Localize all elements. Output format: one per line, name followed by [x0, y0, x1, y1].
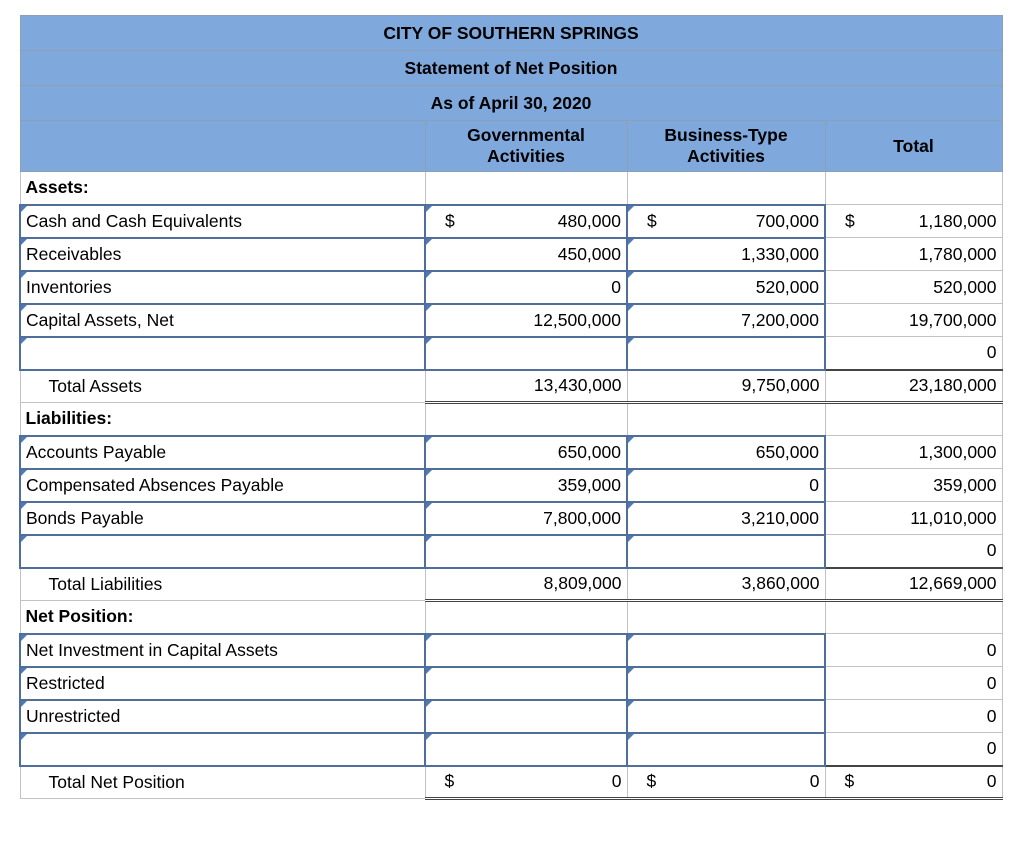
- assets-label-input[interactable]: Capital Assets, Net: [20, 304, 425, 337]
- bus-value-input[interactable]: 7,200,000: [627, 304, 825, 337]
- total-value: 11,010,000: [825, 502, 1002, 535]
- bus-value-input[interactable]: $ 700,000: [627, 205, 825, 238]
- gov-value-input[interactable]: [425, 535, 627, 568]
- dollar-sign: $: [646, 771, 657, 792]
- gov-value-input[interactable]: [425, 667, 627, 700]
- bus-value-input[interactable]: [627, 733, 825, 766]
- total-assets-gov: 13,430,000: [425, 370, 627, 403]
- table-row: [20, 502, 1002, 535]
- bus-value-input[interactable]: 650,000: [627, 436, 825, 469]
- bus-value-input[interactable]: [627, 634, 825, 667]
- total-value: 1,300,000: [825, 436, 1002, 469]
- bus-value-input[interactable]: 520,000: [627, 271, 825, 304]
- total-row: [20, 766, 1002, 799]
- table-row: [20, 667, 1002, 700]
- table-row: [20, 271, 1002, 304]
- liabilities-label-input[interactable]: Compensated Absences Payable: [20, 469, 425, 502]
- total-assets-label: Total Assets: [20, 370, 425, 403]
- total-net-position-bus: $ 0: [627, 766, 825, 799]
- statement-table: [19, 15, 1003, 800]
- total-liabilities-label: Total Liabilities: [20, 568, 425, 601]
- total-value: 0: [825, 733, 1002, 766]
- total-value: 0: [825, 700, 1002, 733]
- entity-title: CITY OF SOUTHERN SPRINGS: [20, 16, 1002, 51]
- table-row: [20, 304, 1002, 337]
- assets-label-input[interactable]: Cash and Cash Equivalents: [20, 205, 425, 238]
- total-liabilities-gov: 8,809,000: [425, 568, 627, 601]
- assets-label-input[interactable]: Receivables: [20, 238, 425, 271]
- gov-value-input[interactable]: [425, 700, 627, 733]
- bus-value-input[interactable]: [627, 337, 825, 370]
- net-position-label-input[interactable]: Net Investment in Capital Assets: [20, 634, 425, 667]
- total-liabilities-bus: 3,860,000: [627, 568, 825, 601]
- net-position-label-input[interactable]: Unrestricted: [20, 700, 425, 733]
- dollar-sign: $: [647, 210, 657, 231]
- net-position-heading: Net Position:: [20, 601, 425, 634]
- col-header-business: Business-Type Activities: [627, 121, 825, 172]
- dollar-sign: $: [444, 771, 455, 792]
- bus-value-input[interactable]: [627, 700, 825, 733]
- liabilities-heading: Liabilities:: [20, 403, 425, 436]
- table-row: [20, 469, 1002, 502]
- total-value: 0: [825, 535, 1002, 568]
- bus-value-input[interactable]: [627, 535, 825, 568]
- table-row: [20, 634, 1002, 667]
- assets-label-input[interactable]: [20, 337, 425, 370]
- dollar-sign: $: [445, 210, 455, 231]
- net-position-label-input[interactable]: Restricted: [20, 667, 425, 700]
- total-net-position-total: $ 0: [825, 766, 1002, 799]
- col-header-total: Total: [825, 121, 1002, 172]
- total-value: 0: [825, 634, 1002, 667]
- gov-value-input[interactable]: 450,000: [425, 238, 627, 271]
- bus-value-input[interactable]: 1,330,000: [627, 238, 825, 271]
- total-value: 1,780,000: [825, 238, 1002, 271]
- header-blank: [20, 121, 425, 172]
- table-row: [20, 205, 1002, 238]
- bus-value-input[interactable]: [627, 667, 825, 700]
- total-value: 0: [825, 337, 1002, 370]
- dollar-sign: $: [845, 210, 855, 231]
- table-row: [20, 733, 1002, 766]
- table-row: [20, 238, 1002, 271]
- total-net-position-label: Total Net Position: [20, 766, 425, 799]
- total-assets-total: 23,180,000: [825, 370, 1002, 403]
- total-value: 520,000: [825, 271, 1002, 304]
- table-row: [20, 700, 1002, 733]
- liabilities-label-input[interactable]: Bonds Payable: [20, 502, 425, 535]
- total-value: $ 1,180,000: [825, 205, 1002, 238]
- total-value: 0: [825, 667, 1002, 700]
- bus-value-input[interactable]: 0: [627, 469, 825, 502]
- table-row: [20, 337, 1002, 370]
- net-position-label-input[interactable]: [20, 733, 425, 766]
- assets-label-input[interactable]: Inventories: [20, 271, 425, 304]
- gov-value-input[interactable]: 12,500,000: [425, 304, 627, 337]
- bus-value-input[interactable]: 3,210,000: [627, 502, 825, 535]
- gov-value-input[interactable]: 359,000: [425, 469, 627, 502]
- liabilities-label-input[interactable]: [20, 535, 425, 568]
- total-value: 19,700,000: [825, 304, 1002, 337]
- statement-date: As of April 30, 2020: [20, 86, 1002, 121]
- statement-title: Statement of Net Position: [20, 51, 1002, 86]
- total-row: [20, 370, 1002, 403]
- gov-value-input[interactable]: $ 480,000: [425, 205, 627, 238]
- gov-value-input[interactable]: [425, 337, 627, 370]
- liabilities-label-input[interactable]: Accounts Payable: [20, 436, 425, 469]
- gov-value-input[interactable]: [425, 634, 627, 667]
- col-header-governmental: Governmental Activities: [425, 121, 627, 172]
- gov-value-input[interactable]: 7,800,000: [425, 502, 627, 535]
- total-net-position-gov: $ 0: [425, 766, 627, 799]
- total-row: [20, 568, 1002, 601]
- gov-value-input[interactable]: 650,000: [425, 436, 627, 469]
- total-assets-bus: 9,750,000: [627, 370, 825, 403]
- dollar-sign: $: [844, 771, 855, 792]
- gov-value-input[interactable]: 0: [425, 271, 627, 304]
- gov-value-input[interactable]: [425, 733, 627, 766]
- table-row: [20, 535, 1002, 568]
- assets-heading: Assets:: [20, 172, 425, 205]
- total-value: 359,000: [825, 469, 1002, 502]
- total-liabilities-total: 12,669,000: [825, 568, 1002, 601]
- table-row: [20, 436, 1002, 469]
